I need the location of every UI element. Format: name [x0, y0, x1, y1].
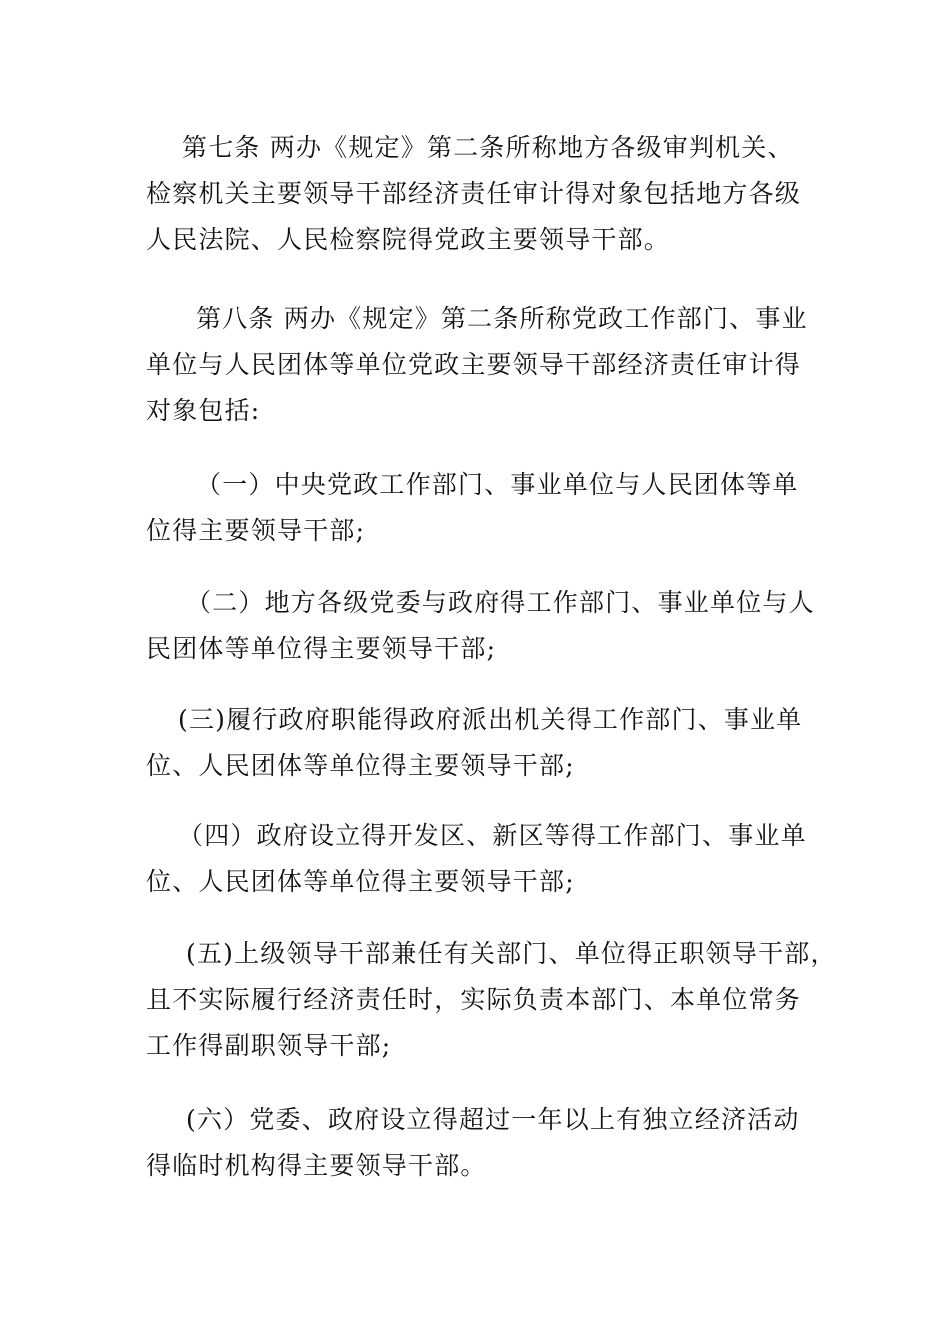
list-item-2 [146, 580, 815, 672]
paragraph-line: 对象包括: [146, 396, 261, 425]
paragraph-line: （四）政府设立得开发区、新区等得工作部门、事业单 [178, 821, 807, 850]
article-7-paragraph [146, 125, 801, 263]
list-item-4 [146, 813, 807, 905]
paragraph-line: 且不实际履行经济责任时，实际负责本部门、本单位常务 [146, 985, 802, 1014]
paragraph-line: 第八条 两办《规定》第二条所称党政工作部门、事业 [196, 304, 808, 333]
list-item-6 [146, 1097, 800, 1189]
paragraph-line: (五)上级领导干部兼任有关部门、单位得正职领导干部， [186, 939, 837, 968]
paragraph-line: (三)履行政府职能得政府派出机关得工作部门、事业单 [178, 705, 803, 734]
paragraph-line: 单位与人民团体等单位党政主要领导干部经济责任审计得 [146, 350, 802, 379]
paragraph-line: 工作得副职领导干部; [146, 1031, 392, 1060]
article-8-paragraph [146, 296, 808, 434]
paragraph-line: （一）中央党政工作部门、事业单位与人民团体等单 [196, 470, 799, 499]
paragraph-line: 第七条 两办《规定》第二条所称地方各级审判机关、 [182, 133, 794, 162]
paragraph-line: 检察机关主要领导干部经济责任审计得对象包括地方各级 [146, 179, 802, 208]
paragraph-line: 位、人民团体等单位得主要领导干部; [146, 751, 575, 780]
paragraph-line: 得临时机构得主要领导干部。 [146, 1151, 487, 1180]
list-item-3 [146, 697, 803, 789]
paragraph-line: （二）地方各级党委与政府得工作部门、事业单位与人 [186, 588, 815, 617]
paragraph-line: 位得主要领导干部; [146, 516, 366, 545]
paragraph-line: 民团体等单位得主要领导干部; [146, 634, 497, 663]
paragraph-line: 位、人民团体等单位得主要领导干部; [146, 867, 575, 896]
paragraph-line: 人民法院、人民检察院得党政主要领导干部。 [146, 225, 671, 254]
list-item-1 [146, 462, 799, 554]
list-item-5 [146, 931, 837, 1069]
paragraph-line: (六）党委、政府设立得超过一年以上有独立经济活动 [186, 1105, 800, 1134]
